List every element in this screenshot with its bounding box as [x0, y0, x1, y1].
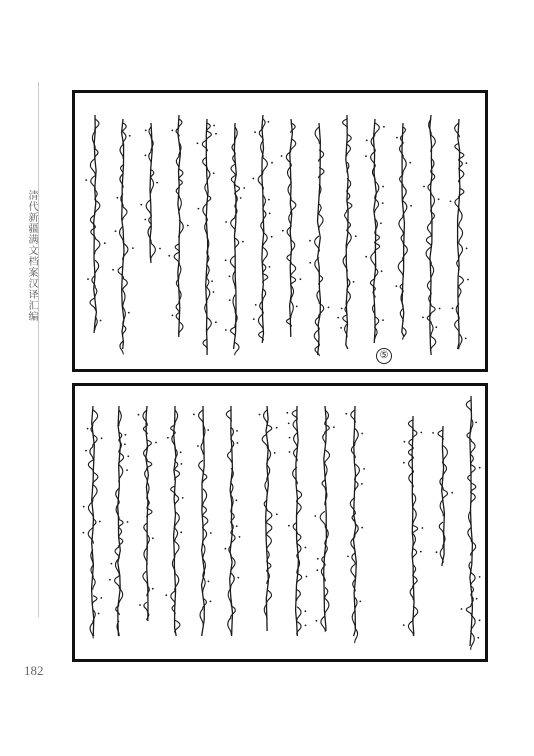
top-column-12 — [396, 123, 413, 340]
top-column-7 — [252, 115, 273, 343]
bottom-column-13 — [461, 396, 481, 650]
bottom-column-2 — [109, 406, 129, 636]
bottom-column-9 — [314, 406, 334, 632]
bottom-column-1 — [83, 406, 103, 638]
top-column-8 — [281, 119, 302, 337]
top-column-10 — [337, 115, 356, 349]
bottom-column-8 — [286, 406, 307, 636]
manuscript-panel-top — [72, 90, 488, 372]
book-title: 清代新疆满文档案汉译汇编 — [26, 190, 37, 322]
top-column-14 — [450, 119, 469, 349]
manchu-text-top — [75, 93, 485, 369]
bottom-column-11 — [403, 416, 423, 636]
bottom-column-3 — [138, 406, 157, 621]
top-column-11 — [365, 119, 385, 343]
top-column-1 — [85, 115, 105, 333]
manchu-text-bottom — [75, 386, 485, 659]
side-rule — [38, 82, 39, 617]
column-marker: ⑤ — [376, 348, 392, 364]
top-column-4 — [168, 115, 188, 337]
top-column-5 — [197, 119, 217, 355]
bottom-column-7 — [259, 406, 278, 631]
bottom-column-10 — [345, 406, 365, 643]
bottom-column-4 — [165, 406, 183, 636]
top-column-6 — [225, 123, 245, 355]
bottom-column-12 — [432, 426, 453, 566]
top-column-2 — [112, 119, 134, 354]
top-column-3 — [140, 123, 161, 263]
bottom-column-6 — [225, 406, 241, 636]
bottom-column-5 — [193, 406, 212, 636]
page-number: 182 — [24, 663, 44, 678]
top-column-13 — [422, 115, 440, 355]
top-column-9 — [309, 123, 329, 356]
manuscript-panel-bottom — [72, 383, 488, 662]
